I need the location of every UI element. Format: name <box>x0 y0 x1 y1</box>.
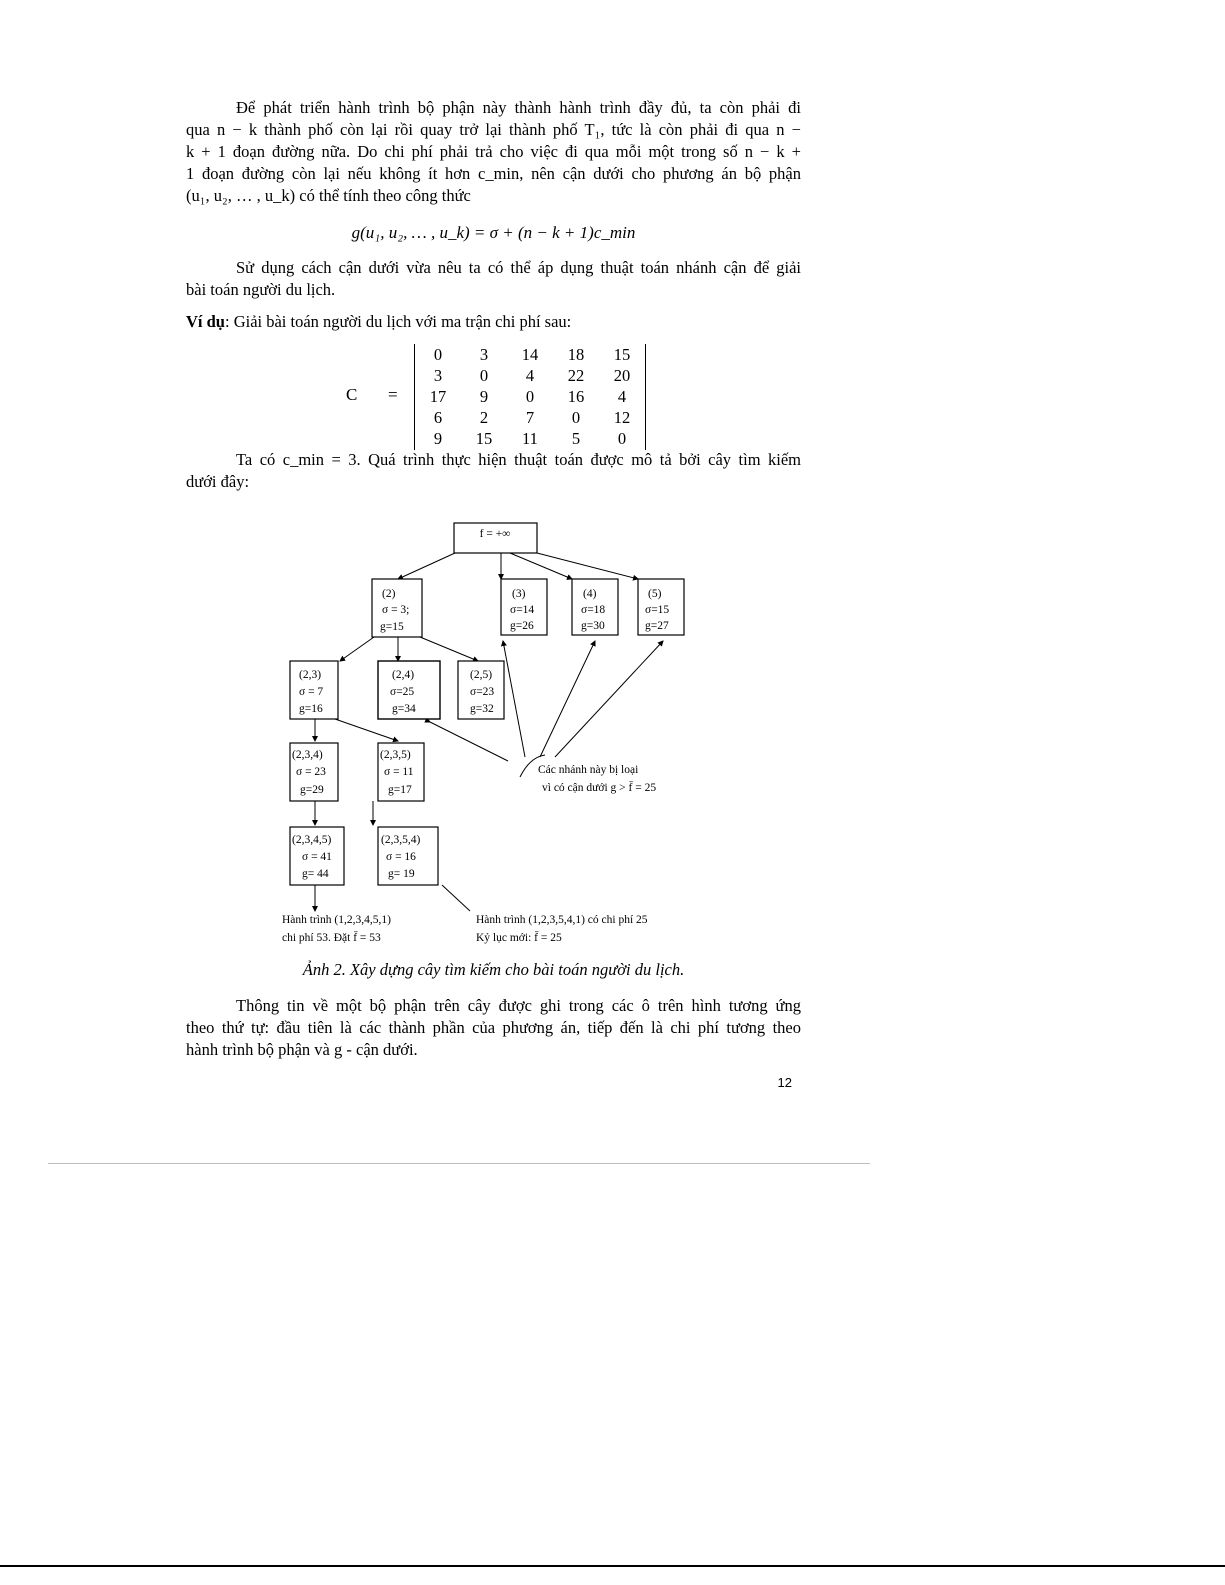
paragraph-line: theo thứ tự: đầu tiên là các thành phần của phương án, tiếp đến là chi phí tương theo <box>186 1018 801 1037</box>
node-5-sigma: σ=15 <box>645 604 670 616</box>
edge <box>537 553 638 579</box>
matrix-cell: 9 <box>433 429 443 448</box>
matrix-cell: 4 <box>525 366 535 385</box>
node-2-5-g: g=32 <box>470 703 494 715</box>
node-3-sigma: σ=14 <box>510 604 535 616</box>
matrix-cell: 0 <box>479 366 489 385</box>
tour1-line1: Hành trình (1,2,3,4,5,1) <box>282 914 391 926</box>
node-4-g: g=30 <box>581 620 605 632</box>
search-tree-figure <box>270 515 720 955</box>
matrix-cell: 6 <box>433 408 443 427</box>
node-2-3-g: g=16 <box>299 703 323 715</box>
node-2-3-4-5-sigma: σ = 41 <box>302 851 332 863</box>
edge <box>420 637 478 661</box>
node-2-3-5-4-sigma: σ = 16 <box>386 851 416 863</box>
pruned-arrow <box>503 641 525 757</box>
node-2-4-label: (2,4) <box>392 669 415 681</box>
example-label: Ví dụ <box>186 312 225 331</box>
edge <box>340 637 374 661</box>
node-2-3-5-g: g=17 <box>388 784 412 796</box>
matrix-cell: 0 <box>433 345 443 364</box>
paragraph-lower-bound-intro <box>186 97 801 207</box>
matrix-cell: 12 <box>613 408 631 427</box>
matrix-row <box>415 365 645 386</box>
node-2-3-4-5-label: (2,3,4,5) <box>292 834 332 846</box>
pruned-note-line2: vì có cận dưới g > f̄ = 25 <box>542 782 657 794</box>
paragraph-line: Sử dụng cách cận dưới vừa nêu ta có thể áp dụng thuật toán nhánh cận để giải <box>236 258 801 277</box>
node-2-3-4-label: (2,3,4) <box>292 749 323 761</box>
page-number: 12 <box>777 1075 792 1090</box>
node-2-3-4-sigma: σ = 23 <box>296 766 326 778</box>
node-5-g: g=27 <box>645 620 669 632</box>
matrix-cell: 0 <box>525 387 535 406</box>
paragraph-line: bài toán người du lịch. <box>186 280 336 299</box>
matrix-row <box>415 344 645 365</box>
node-2-5-sigma: σ=23 <box>470 686 495 698</box>
node-3-g: g=26 <box>510 620 534 632</box>
node-2-3-5-4-label: (2,3,5,4) <box>381 834 421 846</box>
paragraph-line: Thông tin về một bộ phận trên cây được ghi trong các ô trên hình tương ứng <box>236 996 801 1015</box>
matrix-cell: 9 <box>479 387 489 406</box>
matrix-cell: 4 <box>617 387 627 406</box>
lower-bound-formula: g(u₁, u₂, … , u_k) = σ + (n − k + 1)c_min <box>351 223 636 242</box>
matrix-row <box>415 407 645 428</box>
matrix-cell: 11 <box>522 429 538 448</box>
paragraph-line: Ta có c_min = 3. Quá trình thực hiện thuật toán được mô tả bởi cây tìm kiếm <box>236 450 801 469</box>
matrix-row <box>415 386 645 407</box>
paragraph-line: (u₁, u₂, … , u_k) có thể tính theo công thức <box>186 186 471 205</box>
paragraph-branch-and-bound <box>186 257 801 301</box>
root-label: f = +∞ <box>479 528 511 540</box>
matrix-cell: 0 <box>571 408 581 427</box>
paragraph-line: Để phát triển hành trình bộ phận này thành hành trình đầy đủ, ta còn phải đi <box>236 98 801 117</box>
pruned-arrow <box>540 641 595 757</box>
edge <box>510 553 572 579</box>
page-divider <box>48 1163 870 1164</box>
node-2-4-g: g=34 <box>392 703 416 715</box>
node-2-g: g=15 <box>380 621 404 633</box>
matrix-row <box>415 428 645 449</box>
paragraph-line: k + 1 đoạn đường nữa. Do chi phí phải trả cho việc đi qua mỗi một trong số n − k + <box>186 142 801 161</box>
node-5-label: (5) <box>648 588 662 600</box>
tour2-line1: Hành trình (1,2,3,5,4,1) có chi phí 25 <box>476 914 648 926</box>
edge <box>442 885 470 911</box>
node-2-3-5-4-g: g= 19 <box>388 868 415 880</box>
paragraph-line: 1 đoạn đường còn lại nếu không ít hơn c_min, nên cận dưới cho phương án bộ phận <box>186 164 801 183</box>
edge <box>398 553 455 579</box>
node-2-3-5-sigma: σ = 11 <box>384 766 414 778</box>
node-2-3-4-5-g: g= 44 <box>302 868 329 880</box>
matrix-cell: 3 <box>479 345 489 364</box>
paragraph-figure-explanation <box>186 995 801 1061</box>
pruned-arrow <box>430 722 508 761</box>
matrix-cell: 17 <box>429 387 447 406</box>
node-2-3-4-g: g=29 <box>300 784 324 796</box>
node-4-label: (4) <box>583 588 597 600</box>
tour2-line2: Kỷ lục mới: f̄ = 25 <box>476 932 562 944</box>
matrix-cell: 16 <box>567 387 585 406</box>
cost-matrix <box>414 344 646 450</box>
example-heading <box>186 312 571 332</box>
node-4-sigma: σ=18 <box>581 604 606 616</box>
paragraph-line: qua n − k thành phố còn lại rồi quay trở lại thành phố T₁, tức là còn phải đi qua n − <box>186 120 801 139</box>
node-2-sigma: σ = 3; <box>382 604 410 616</box>
matrix-equals: = <box>388 385 398 404</box>
matrix-cell: 2 <box>479 408 489 427</box>
node-2-5-label: (2,5) <box>470 669 493 681</box>
paragraph-line: hành trình bộ phận và g - cận dưới. <box>186 1040 418 1059</box>
matrix-cell: 18 <box>567 345 585 364</box>
tour1-line2: chi phí 53. Đặt f̄ = 53 <box>282 932 381 944</box>
matrix-cell: 7 <box>525 408 535 427</box>
edge <box>335 719 398 741</box>
matrix-name: C <box>346 385 358 404</box>
matrix-cell: 15 <box>475 429 493 448</box>
matrix-cell: 15 <box>613 345 631 364</box>
matrix-cell: 5 <box>571 429 581 448</box>
paragraph-cmin <box>186 449 801 493</box>
matrix-cell: 20 <box>613 366 631 385</box>
node-2-3-label: (2,3) <box>299 669 322 681</box>
node-2-3-sigma: σ = 7 <box>299 686 324 698</box>
pruned-arrow <box>555 641 663 757</box>
paragraph-line: dưới đây: <box>186 472 250 491</box>
matrix-cell: 0 <box>617 429 627 448</box>
node-2-label: (2) <box>382 588 396 600</box>
node-3-label: (3) <box>512 588 526 600</box>
node-2-4-sigma: σ=25 <box>390 686 415 698</box>
node-2-3-5-label: (2,3,5) <box>380 749 411 761</box>
matrix-cell: 14 <box>521 345 539 364</box>
pruned-note-line1: Các nhánh này bị loại <box>538 764 639 776</box>
example-text: : Giải bài toán người du lịch với ma trận chi phí sau: <box>224 312 572 331</box>
bottom-border <box>0 1565 1225 1567</box>
matrix-cell: 3 <box>433 366 443 385</box>
figure-caption: Ảnh 2. Xây dựng cây tìm kiếm cho bài toán người du lịch. <box>302 960 685 979</box>
matrix-cell: 22 <box>567 366 585 385</box>
